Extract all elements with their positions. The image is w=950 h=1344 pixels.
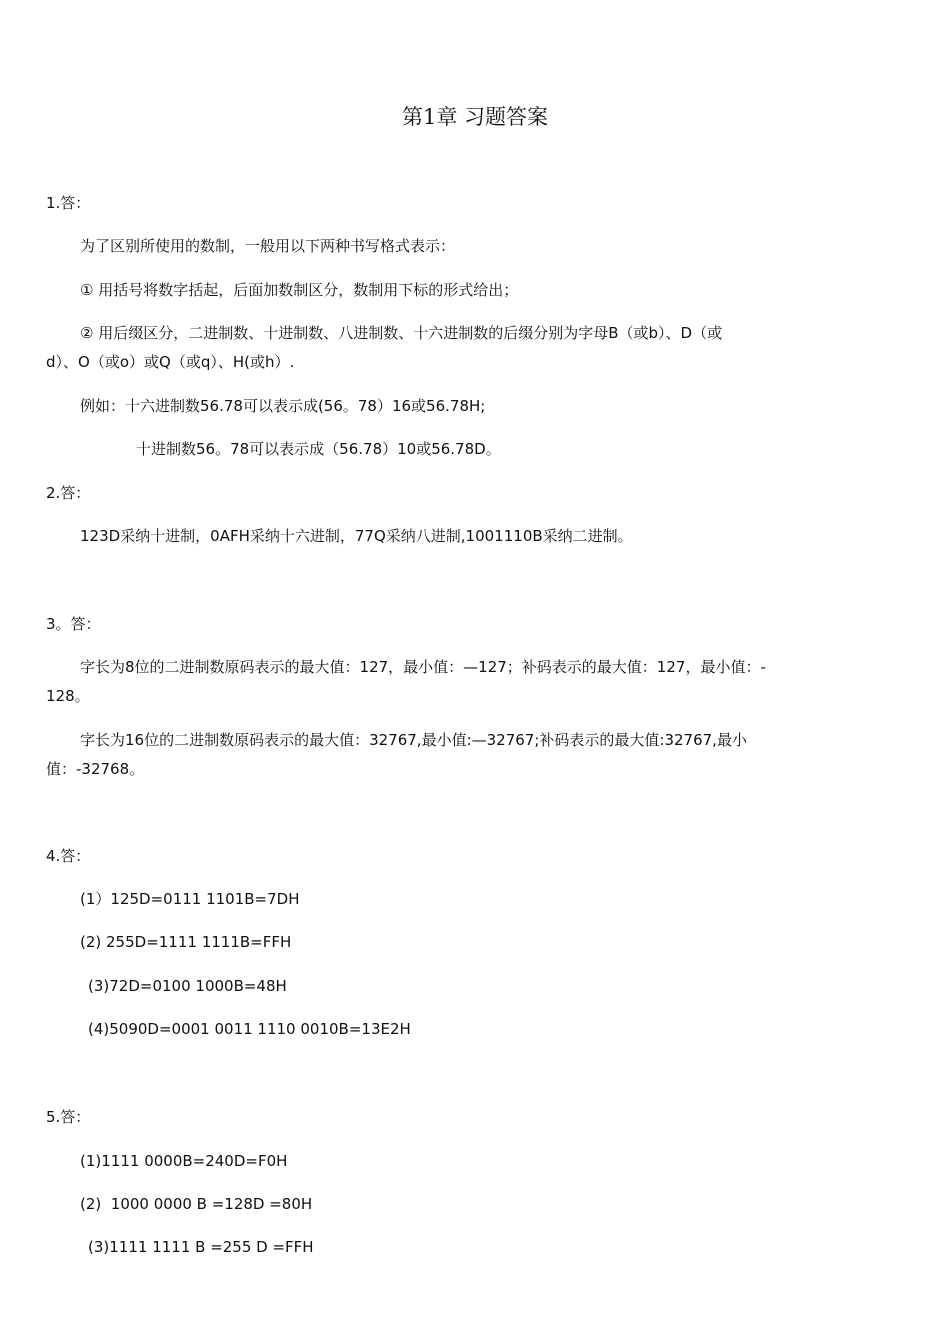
- answer-3-paragraph-1-line-2: 128。: [46, 687, 90, 705]
- answer-1-item-2-line-2: d）、O（或o）或Q（或q）、H(或h）.: [46, 353, 295, 371]
- answer-3-paragraph-2-line-1: 字长为16位的二进制数原码表示的最大值：32767,最小值:—32767;补码表示的最大值:32767,最小: [80, 731, 747, 749]
- answer-2-heading: 2.答：: [46, 484, 91, 502]
- answer-3-heading: 3。答：: [46, 615, 101, 633]
- answer-1-item-2-line-1: ② 用后缀区分，二进制数、十进制数、八进制数、十六进制数的后缀分别为字母B（或b）、D（或: [80, 324, 723, 342]
- answer-4-item: (2) 255D=1111 1111B=FFH: [80, 933, 292, 951]
- answer-1-example-2: 十进制数56。78可以表示成（56.78）10或56.78D。: [136, 440, 501, 458]
- answer-2-text: 123D采纳十进制，0AFH采纳十六进制，77Q采纳八进制,1001110B采纳二进制。: [80, 527, 633, 545]
- answer-4-item: (4)5090D=0001 0011 1110 0010B=13E2H: [88, 1020, 411, 1038]
- chapter-title: 第1章 习题答案: [401, 105, 549, 129]
- answer-1-item-1: ① 用括号将数字括起，后面加数制区分，数制用下标的形式给出；: [80, 281, 519, 299]
- answer-3-paragraph-1-line-1: 字长为8位的二进制数原码表示的最大值：127，最小值：—127；补码表示的最大值：127，最小值：-: [80, 658, 766, 676]
- answer-4-heading: 4.答：: [46, 847, 91, 865]
- answer-3-paragraph-2-line-2: 值：-32768。: [46, 760, 145, 778]
- answer-1-example-1: 例如：十六进制数56.78可以表示成(56。78）16或56.78H;: [80, 397, 486, 415]
- answer-5-heading: 5.答：: [46, 1108, 91, 1126]
- answer-4-item: (1）125D=0111 1101B=7DH: [80, 890, 300, 908]
- answer-5-item: (3)1111 1111 B =255 D =FFH: [88, 1238, 314, 1256]
- answer-5-item: (2) 1000 0000 B =128D =80H: [80, 1195, 313, 1213]
- answer-5-item: (1)1111 0000B=240D=F0H: [80, 1152, 288, 1170]
- answer-1-heading: 1.答：: [46, 194, 91, 212]
- answer-1-intro: 为了区别所使用的数制，一般用以下两种书写格式表示：: [80, 237, 456, 255]
- answer-4-item: (3)72D=0100 1000B=48H: [88, 977, 287, 995]
